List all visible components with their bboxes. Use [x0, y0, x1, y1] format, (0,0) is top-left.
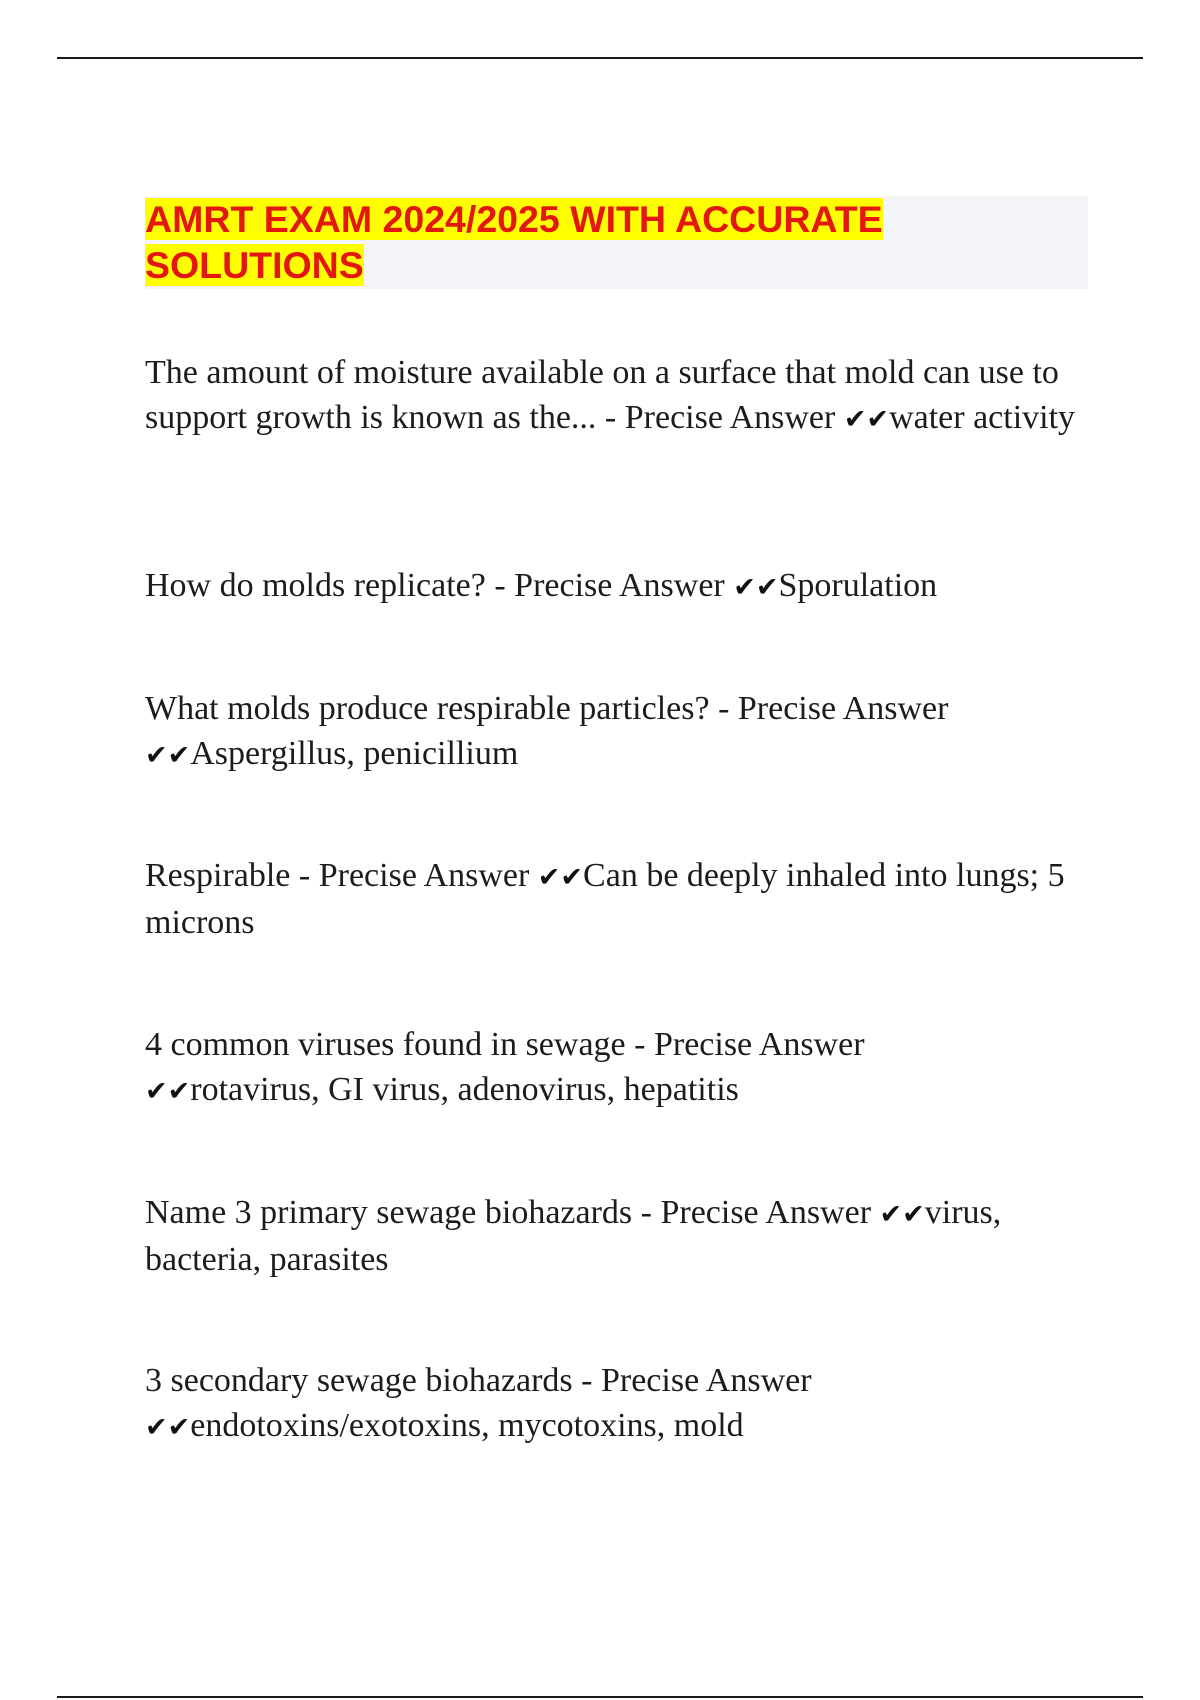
answer-marker: - Precise Answer: [634, 1026, 865, 1063]
question: How do molds replicate?: [145, 567, 486, 604]
qa-item-2: [145, 563, 1090, 610]
answer: virus, bacteria, parasites: [145, 1194, 1002, 1278]
answer: Sporulation: [778, 567, 938, 604]
double-check-icon: ✔✔: [145, 740, 191, 771]
double-check-icon: ✔✔: [145, 1412, 191, 1443]
qa-item-7: [145, 1358, 1090, 1450]
question: 4 common viruses found in sewage: [145, 1026, 626, 1063]
answer-marker: - Precise Answer: [494, 567, 725, 604]
question: Respirable: [145, 857, 291, 894]
answer: Aspergillus, penicillium: [190, 735, 519, 772]
page-title: [145, 196, 1088, 288]
answer-marker: - Precise Answer: [640, 1194, 872, 1231]
question: What molds produce respirable particles?: [145, 690, 710, 727]
title-line-2: SOLUTIONS: [145, 244, 364, 286]
answer: rotavirus, GI virus, adenovirus, hepatitis: [190, 1071, 739, 1108]
answer: water activity: [889, 399, 1076, 436]
double-check-icon: ✔✔: [843, 404, 890, 435]
answer: endotoxins/exotoxins, mycotoxins, mold: [190, 1407, 744, 1444]
double-check-icon: ✔✔: [879, 1199, 925, 1230]
qa-item-3: [145, 686, 1090, 778]
answer-marker: - Precise Answer: [718, 690, 949, 727]
question: 3 secondary sewage biohazards: [145, 1362, 573, 1399]
double-check-icon: ✔✔: [145, 1076, 191, 1107]
footer-rule: [57, 1696, 1143, 1698]
qa-item-6: [145, 1190, 1090, 1282]
header-rule: [57, 57, 1143, 59]
question: Name 3 primary sewage biohazards: [145, 1194, 633, 1231]
qa-item-1: [145, 350, 1090, 442]
question: The amount of moisture available on a surface that mold can use to support growth is known as the...: [145, 354, 1059, 436]
title-line-1: AMRT EXAM 2024/2025 WITH ACCURATE: [145, 198, 883, 240]
answer: Can be deeply inhaled into lungs; 5 microns: [145, 857, 1065, 941]
double-check-icon: ✔✔: [733, 572, 779, 603]
title-block: [145, 196, 1088, 289]
answer-marker: - Precise Answer: [581, 1362, 812, 1399]
answer-marker: - Precise Answer: [298, 857, 530, 894]
double-check-icon: ✔✔: [537, 862, 584, 893]
qa-item-5: [145, 1022, 1090, 1114]
qa-item-4: [145, 853, 1090, 945]
answer-marker: - Precise Answer: [604, 399, 836, 436]
